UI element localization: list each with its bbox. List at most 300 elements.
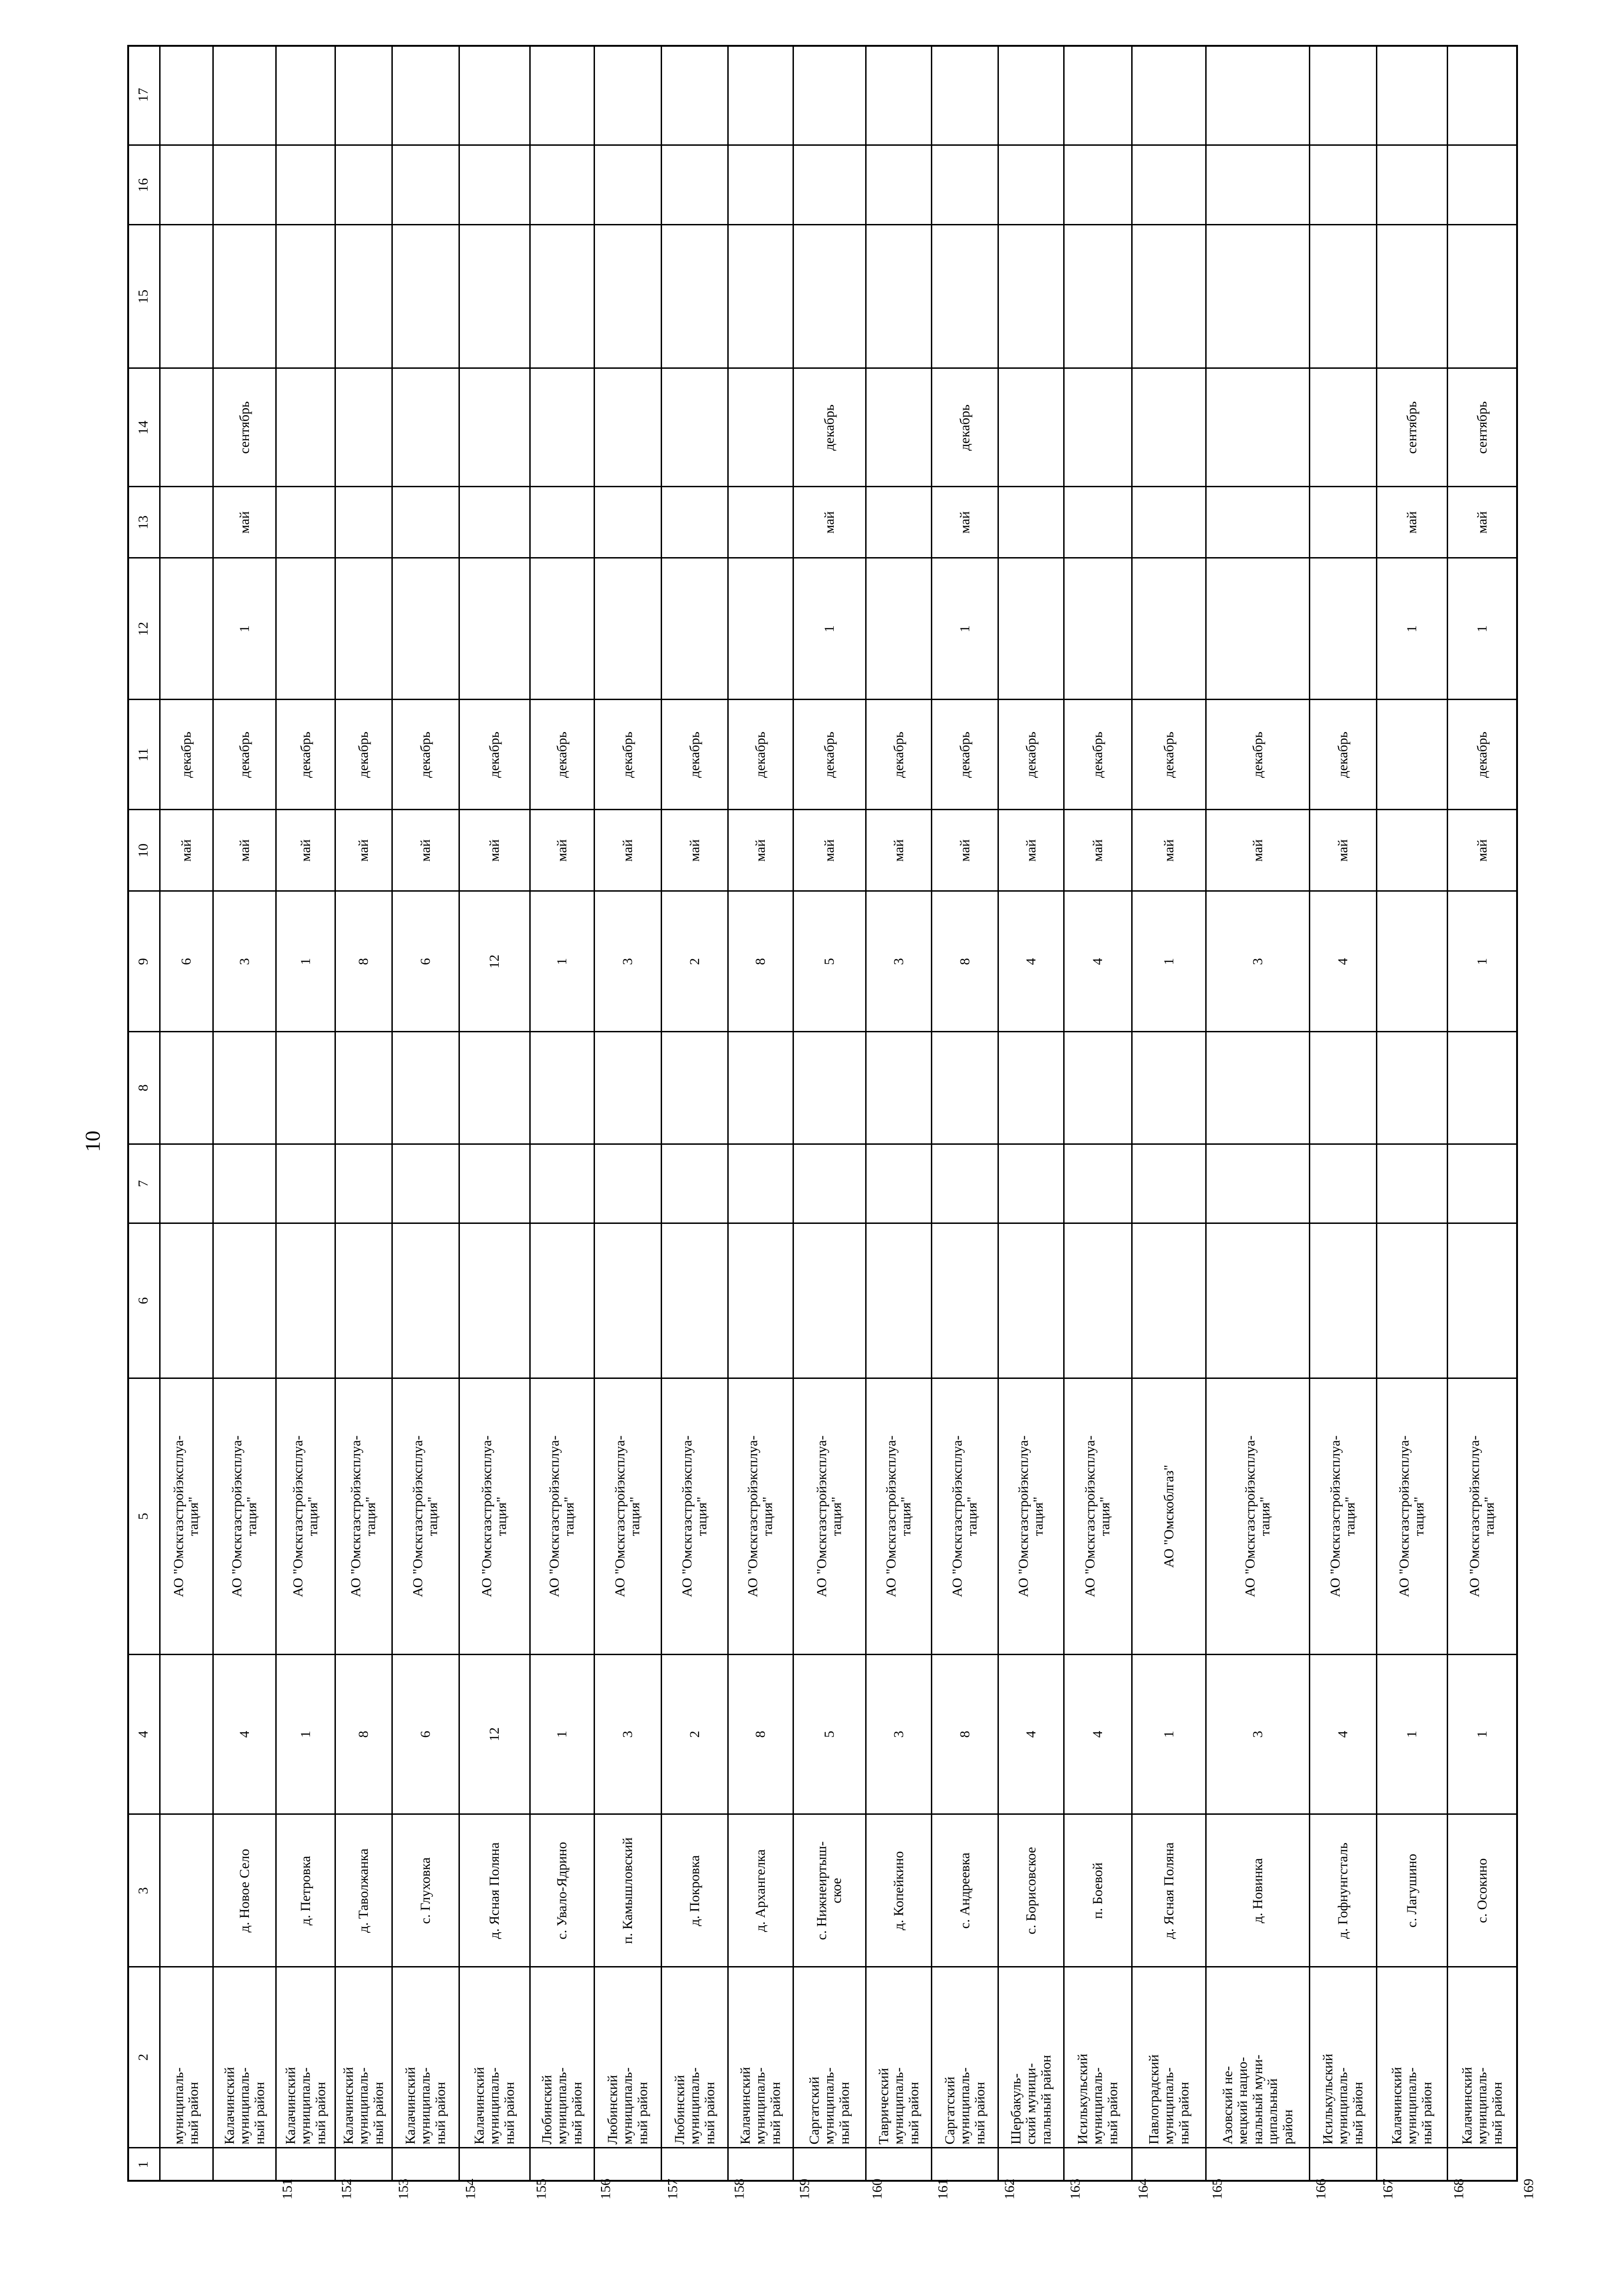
cell-text: 2 — [135, 2054, 151, 2061]
table-cell — [161, 1379, 214, 1655]
table-cell — [1310, 1379, 1377, 1655]
cell-text: Саргатский муниципаль- ный район — [806, 2067, 852, 2145]
cell-text: 12 — [135, 621, 151, 636]
table-cell — [867, 146, 932, 225]
table-cell — [1377, 1379, 1448, 1655]
table-cell — [393, 1379, 460, 1655]
cell-text: 5 — [821, 1731, 837, 1738]
table-cell — [1377, 1815, 1448, 1967]
cell-text: май — [687, 839, 702, 862]
table-cell — [214, 45, 277, 146]
table-cell — [662, 1379, 729, 1655]
table-cell — [531, 487, 595, 558]
cell-text: д. Петровка — [297, 1855, 313, 1925]
table-cell — [277, 487, 336, 558]
cell-text: 1 — [236, 625, 252, 632]
table-cell — [161, 700, 214, 810]
cell-text: 8 — [957, 958, 973, 965]
cell-text: 12 — [486, 1727, 502, 1741]
table-cell — [161, 1145, 214, 1224]
table-cell — [729, 487, 794, 558]
table-cell — [277, 1655, 336, 1815]
table-cell — [794, 558, 867, 700]
cell-text: АО "Омскгазстройэксплуа- тация" — [479, 1435, 509, 1597]
table-cell — [729, 558, 794, 700]
table-cell — [1065, 1655, 1133, 1815]
table-cell — [662, 146, 729, 225]
table-cell — [336, 1815, 393, 1967]
table-cell — [794, 1655, 867, 1815]
cell-text: май — [554, 839, 570, 862]
table-cell — [1377, 700, 1448, 810]
table-cell — [277, 810, 336, 892]
table-cell — [595, 810, 662, 892]
table-cell — [1207, 892, 1310, 1032]
cell-text: май — [1023, 839, 1039, 862]
table-cell — [932, 1655, 999, 1815]
cell-text: май — [1161, 839, 1177, 862]
cell-text: май — [486, 839, 502, 862]
cell-text: май — [1090, 839, 1105, 862]
table-cell — [393, 146, 460, 225]
table-cell — [1065, 700, 1133, 810]
table-cell — [729, 892, 794, 1032]
table-cell — [1310, 487, 1377, 558]
table-cell — [999, 487, 1065, 558]
table-cell — [999, 1379, 1065, 1655]
cell-text: декабрь — [1474, 731, 1490, 778]
table-cell — [1133, 487, 1207, 558]
cell-text: 3 — [1250, 958, 1265, 965]
table-cell — [595, 225, 662, 369]
table-cell — [460, 146, 531, 225]
table-cell — [1377, 225, 1448, 369]
cell-text: 5 — [135, 1513, 151, 1520]
table-cell — [336, 1967, 393, 2148]
table-cell — [1377, 558, 1448, 700]
table-cell — [393, 1815, 460, 1967]
cell-text: декабрь — [752, 731, 768, 778]
table-cell — [662, 892, 729, 1032]
row-number: 165 — [1209, 2178, 1225, 2199]
header-cell-15 — [127, 225, 161, 369]
header-cell-8 — [127, 1032, 161, 1145]
table-cell — [393, 1655, 460, 1815]
table-cell — [277, 146, 336, 225]
table-cell — [729, 1224, 794, 1379]
table-cell — [999, 892, 1065, 1032]
cell-text: 17 — [135, 87, 151, 102]
table-cell — [1065, 558, 1133, 700]
table-cell — [794, 369, 867, 487]
table-cell — [662, 487, 729, 558]
table-cell — [460, 892, 531, 1032]
table-cell — [1207, 1379, 1310, 1655]
cell-text: май — [821, 839, 837, 862]
table-cell — [595, 700, 662, 810]
cell-text: 12 — [486, 954, 502, 968]
table-cell — [1377, 146, 1448, 225]
table-cell — [999, 810, 1065, 892]
cell-text: 8 — [135, 1084, 151, 1092]
cell-text: 11 — [135, 748, 151, 761]
table-cell — [1065, 146, 1133, 225]
cell-text: декабрь — [297, 731, 313, 778]
table-cell — [460, 225, 531, 369]
cell-text: п. Камышловский — [619, 1837, 635, 1944]
header-cell-2 — [127, 1967, 161, 2148]
cell-text: декабрь — [821, 404, 837, 451]
table-cell — [531, 225, 595, 369]
table-cell — [794, 1224, 867, 1379]
table-cell — [595, 558, 662, 700]
table-cell — [1133, 1379, 1207, 1655]
table-cell — [794, 1032, 867, 1145]
table-cell — [1207, 225, 1310, 369]
table-cell — [531, 369, 595, 487]
cell-text: Калачинский муниципаль- ный район — [403, 2067, 448, 2145]
cell-text: АО "Омскгазстройэксплуа- тация" — [1467, 1435, 1497, 1597]
table-cell — [867, 369, 932, 487]
table-cell — [662, 1032, 729, 1145]
table-cell — [531, 146, 595, 225]
table-cell — [794, 1379, 867, 1655]
table-cell — [1207, 1815, 1310, 1967]
table-cell — [932, 700, 999, 810]
table-cell — [729, 1032, 794, 1145]
cell-text: май — [1250, 839, 1265, 862]
table-cell — [729, 1655, 794, 1815]
table-cell — [932, 369, 999, 487]
table-cell — [161, 146, 214, 225]
cell-text: 3 — [135, 1887, 151, 1894]
cell-text: Исилькульский муниципаль- ный район — [1320, 2054, 1366, 2145]
row-number: 158 — [731, 2178, 747, 2199]
table-cell — [393, 1967, 460, 2148]
header-cell-4 — [127, 1655, 161, 1815]
table-cell — [277, 1379, 336, 1655]
table-cell — [867, 1224, 932, 1379]
cell-text: декабрь — [417, 731, 433, 778]
table-cell — [999, 1815, 1065, 1967]
table-cell — [161, 45, 214, 146]
cell-text: май — [619, 839, 635, 862]
cell-text: Любинский муниципаль- ный район — [605, 2067, 650, 2145]
table-cell — [1448, 700, 1518, 810]
table-cell — [662, 1145, 729, 1224]
table-cell — [794, 1967, 867, 2148]
cell-text: Любинский муниципаль- ный район — [539, 2067, 585, 2145]
header-cell-17 — [127, 45, 161, 146]
table-cell — [1065, 1224, 1133, 1379]
cell-text: 1 — [297, 1731, 313, 1738]
cell-text: АО "Омскоблгаз" — [1161, 1464, 1177, 1568]
table-cell — [1448, 558, 1518, 700]
cell-text: 4 — [1335, 958, 1350, 965]
table-cell — [729, 146, 794, 225]
cell-text: 4 — [135, 1731, 151, 1738]
table-cell — [161, 1032, 214, 1145]
cell-text: д. Новое Село — [236, 1849, 252, 1932]
table-cell — [1448, 1655, 1518, 1815]
cell-text: АО "Омскгазстройэксплуа- тация" — [814, 1435, 844, 1597]
cell-text: АО "Омскгазстройэксплуа- тация" — [1016, 1435, 1046, 1597]
table-cell — [794, 892, 867, 1032]
cell-text: декабрь — [1090, 731, 1105, 778]
cell-text: АО "Омскгазстройэксплуа- тация" — [949, 1435, 980, 1597]
table-cell — [1310, 369, 1377, 487]
table-cell — [336, 1224, 393, 1379]
table-cell — [277, 1032, 336, 1145]
table-cell — [1377, 1655, 1448, 1815]
table-cell — [1207, 1967, 1310, 2148]
table-cell — [1065, 45, 1133, 146]
table-cell — [277, 892, 336, 1032]
table-cell — [595, 1655, 662, 1815]
cell-text: д. Ясная Поляна — [1161, 1842, 1177, 1939]
table-cell — [1310, 1145, 1377, 1224]
table-cell — [1065, 1967, 1133, 2148]
table-cell — [1065, 225, 1133, 369]
cell-text: 6 — [178, 958, 194, 965]
table-cell — [794, 45, 867, 146]
table-cell — [1448, 146, 1518, 225]
table-cell — [932, 487, 999, 558]
table-cell — [1207, 487, 1310, 558]
cell-text: 6 — [417, 958, 433, 965]
table-cell — [1133, 45, 1207, 146]
cell-text: Павлоградский муниципаль- ный район — [1146, 2054, 1191, 2145]
table-cell — [460, 45, 531, 146]
cell-text: с. Увало-Ядрино — [554, 1842, 570, 1939]
table-cell — [1310, 1032, 1377, 1145]
table-cell — [214, 146, 277, 225]
row-number-cell — [214, 2148, 295, 2199]
table-cell — [1310, 700, 1377, 810]
table-cell — [729, 1815, 794, 1967]
table-cell — [1377, 1967, 1448, 2148]
cell-text: д. Покровка — [687, 1855, 702, 1926]
cell-text: АО "Омскгазстройэксплуа- тация" — [1242, 1435, 1273, 1597]
table-cell — [460, 1967, 531, 2148]
table-cell — [932, 1145, 999, 1224]
table-cell — [867, 810, 932, 892]
table-cell — [1133, 1967, 1207, 2148]
table-cell — [794, 487, 867, 558]
table-cell — [460, 810, 531, 892]
table-cell — [1207, 146, 1310, 225]
table-cell — [1207, 1655, 1310, 1815]
table-cell — [999, 369, 1065, 487]
table-cell — [214, 810, 277, 892]
table-cell — [1133, 225, 1207, 369]
table-cell — [214, 1967, 277, 2148]
table-cell — [393, 1224, 460, 1379]
table-cell — [1133, 810, 1207, 892]
table-cell — [867, 45, 932, 146]
table-cell — [1377, 45, 1448, 146]
table-cell — [867, 700, 932, 810]
table-cell — [932, 892, 999, 1032]
cell-text: 2 — [687, 958, 702, 965]
cell-text: с. Осокино — [1474, 1858, 1490, 1923]
table-cell — [794, 1145, 867, 1224]
table-cell — [214, 369, 277, 487]
table-cell — [393, 487, 460, 558]
table-cell — [729, 225, 794, 369]
header-cell-9 — [127, 892, 161, 1032]
table-cell — [1065, 810, 1133, 892]
table-cell — [531, 45, 595, 146]
table-cell — [277, 700, 336, 810]
table-cell — [336, 558, 393, 700]
cell-text: 16 — [135, 178, 151, 192]
cell-text: декабрь — [486, 731, 502, 778]
table-cell — [1133, 892, 1207, 1032]
cell-text: 4 — [1023, 958, 1039, 965]
table-cell — [662, 1967, 729, 2148]
table-cell — [531, 1145, 595, 1224]
table-cell — [1133, 1224, 1207, 1379]
table-cell — [932, 146, 999, 225]
row-number: 153 — [396, 2178, 411, 2199]
table-cell — [1133, 369, 1207, 487]
header-cell-16 — [127, 146, 161, 225]
table-cell — [999, 1967, 1065, 2148]
table-cell — [867, 1145, 932, 1224]
table-cell — [214, 225, 277, 369]
table-cell — [531, 1032, 595, 1145]
cell-text: май — [417, 839, 433, 862]
table-cell — [1448, 1379, 1518, 1655]
cell-text: май — [752, 839, 768, 862]
table-cell — [1377, 1145, 1448, 1224]
cell-text: декабрь — [355, 731, 371, 778]
cell-text: декабрь — [554, 731, 570, 778]
table-cell — [932, 1379, 999, 1655]
table-cell — [531, 1815, 595, 1967]
table-cell — [161, 1224, 214, 1379]
header-cell-6 — [127, 1224, 161, 1379]
cell-text: АО "Омскгазстройэксплуа- тация" — [745, 1435, 775, 1597]
table-cell — [277, 225, 336, 369]
row-number: 164 — [1135, 2178, 1151, 2199]
table-cell — [729, 369, 794, 487]
table-cell — [336, 225, 393, 369]
table-cell — [729, 45, 794, 146]
table-cell — [277, 1815, 336, 1967]
table-cell — [1207, 1145, 1310, 1224]
cell-text: 4 — [1090, 1731, 1105, 1738]
table-cell — [336, 810, 393, 892]
table-cell — [595, 1815, 662, 1967]
table-cell — [214, 1145, 277, 1224]
table-cell — [1207, 1032, 1310, 1145]
header-cell-7 — [127, 1145, 161, 1224]
cell-text: 1 — [135, 2161, 151, 2168]
row-number: 155 — [533, 2178, 549, 2199]
table-cell — [336, 487, 393, 558]
table-cell — [1065, 1379, 1133, 1655]
table-cell — [729, 700, 794, 810]
cell-text: декабрь — [1250, 731, 1265, 778]
table-cell — [460, 1145, 531, 1224]
table-cell — [531, 1224, 595, 1379]
table-cell — [867, 892, 932, 1032]
cell-text: 1 — [957, 625, 973, 632]
cell-text: АО "Омскгазстройэксплуа- тация" — [410, 1435, 440, 1597]
cell-text: с. Глуховка — [417, 1857, 433, 1924]
table-cell — [595, 487, 662, 558]
table-cell — [1310, 225, 1377, 369]
table-cell — [794, 146, 867, 225]
header-cell-1 — [127, 2148, 161, 2182]
cell-text: 5 — [821, 958, 837, 965]
table-cell — [662, 45, 729, 146]
cell-text: д. Копейкино — [891, 1851, 906, 1930]
header-cell-13 — [127, 487, 161, 558]
cell-text: п. Боевой — [1090, 1862, 1105, 1919]
table-cell — [460, 1655, 531, 1815]
cell-text: 3 — [619, 958, 635, 965]
table-cell — [1310, 1655, 1377, 1815]
table-cell — [1310, 892, 1377, 1032]
table-cell — [1377, 1224, 1448, 1379]
cell-text: Калачинский муниципаль- ный район — [1459, 2067, 1505, 2145]
cell-text: декабрь — [957, 404, 973, 451]
table-cell — [277, 45, 336, 146]
table-cell — [999, 225, 1065, 369]
table-cell — [460, 1815, 531, 1967]
cell-text: 8 — [355, 958, 371, 965]
table-cell — [1448, 1145, 1518, 1224]
cell-text: май — [1404, 511, 1419, 534]
table-cell — [214, 1224, 277, 1379]
cell-text: 6 — [417, 1731, 433, 1738]
table-cell — [336, 1032, 393, 1145]
cell-text: д. Таволжанка — [355, 1848, 371, 1933]
cell-text: Любинский муниципаль- ный район — [671, 2067, 717, 2145]
table-cell — [161, 1655, 214, 1815]
header-cell-10 — [127, 810, 161, 892]
table-cell — [1207, 558, 1310, 700]
table-cell — [1448, 45, 1518, 146]
table-cell — [1065, 1145, 1133, 1224]
cell-text: 13 — [135, 515, 151, 529]
cell-text: АО "Омскгазстройэксплуа- тация" — [348, 1435, 378, 1597]
table-cell — [214, 1815, 277, 1967]
table-cell — [393, 892, 460, 1032]
cell-text: 1 — [1161, 1731, 1177, 1738]
table-cell — [531, 1967, 595, 2148]
table-cell — [932, 1032, 999, 1145]
cell-text: д. Ясная Поляна — [486, 1842, 502, 1939]
table-cell — [932, 558, 999, 700]
table-cell — [277, 1967, 336, 2148]
row-number: 168 — [1451, 2178, 1467, 2199]
table-cell — [999, 558, 1065, 700]
cell-text: 3 — [891, 1731, 906, 1738]
cell-text: декабрь — [891, 731, 906, 778]
row-number-cell — [161, 2148, 214, 2182]
cell-text: АО "Омскгазстройэксплуа- тация" — [883, 1435, 914, 1597]
cell-text: д. Архангелка — [752, 1849, 768, 1932]
cell-text: 1 — [1474, 1731, 1490, 1738]
cell-text: с. Борисовское — [1023, 1847, 1039, 1934]
table-cell — [729, 810, 794, 892]
cell-text: сентябрь — [1474, 401, 1490, 454]
table-cell — [393, 810, 460, 892]
